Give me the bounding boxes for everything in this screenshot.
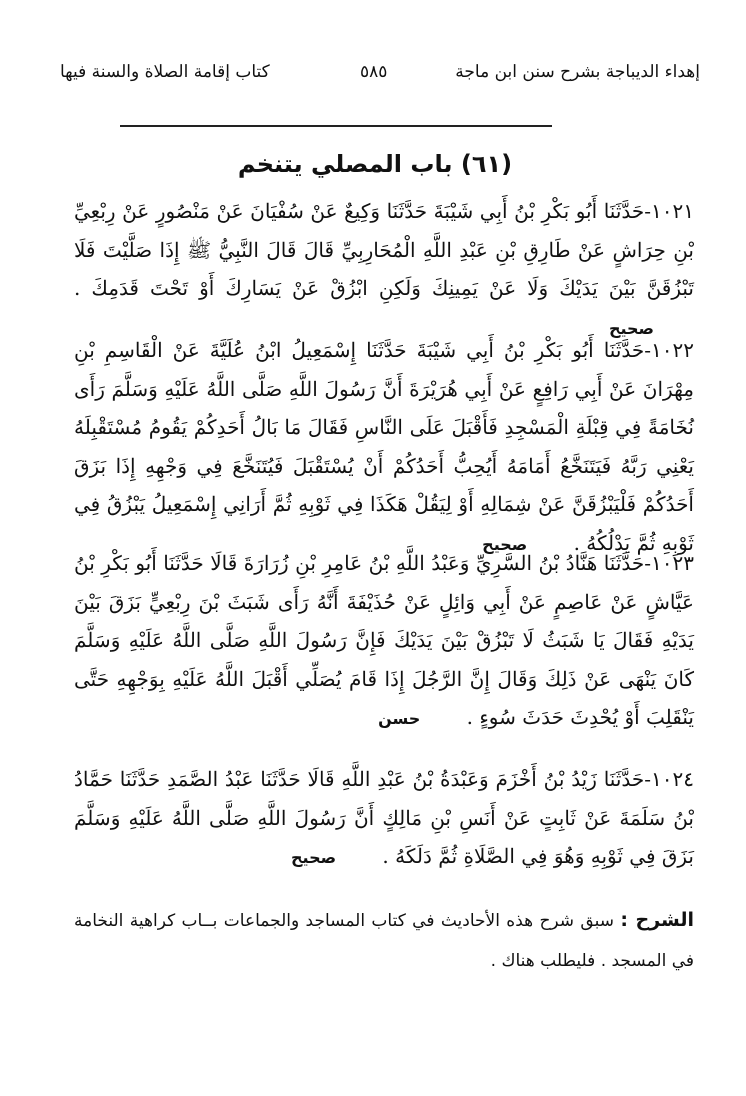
header-divider [120,125,552,127]
commentary [74,900,694,981]
hadith-grade: حسن [378,709,421,728]
book-title: كتاب إقامة الصلاة والسنة فيها [60,62,270,82]
hadith-1024 [74,760,694,878]
chapter-title: (٦١) باب المصلي يتنخم [237,150,513,178]
page-header [60,62,700,90]
commentary-text: سبق شرح هذه الأحاديث في كتاب المساجد والجماعات بــاب كراهية النخامة في المسجد . فليطلب هناك . [74,911,694,971]
running-title: إهداء الديباجة بشرح سنن ابن ماجة [455,62,700,82]
hadith-1022 [74,331,694,564]
commentary-label: الشرح : [620,909,695,931]
hadith-text: ١٠٢٣-حَدَّثَنَا هَنَّادُ بْنُ السَّرِيِّ وَعَبْدُ اللَّهِ بْنُ عَامِرِ بْنِ زُرَارَةَ قَالَا حَدَّثَنَا أَبُو بَكْرِ بْنُ عَيَّاشٍ عَنْ عَاصِمٍ عَنْ أَبِي وَائِلٍ عَنْ حُذَيْفَةَ أَنَّهُ رَأَى شَبَثَ بْنَ رِبْعِيٍّ بَزَقَ بَيْنَ يَدَيْهِ فَقَالَ يَا شَبَثُ لَا تَبْزُقْ بَيْنَ يَدَيْكَ فَإِنَّ رَسُولَ اللَّهِ صَلَّى اللَّهُ عَلَيْهِ وَسَلَّمَ كَانَ يَنْهَى عَنْ ذَلِكَ وَقَالَ إِنَّ الرَّجُلَ إِذَا قَامَ يُصَلِّي أَقْبَلَ اللَّهُ عَلَيْهِ بِوَجْهِهِ حَتَّى يَنْقَلِبَ أَوْ يُحْدِثَ حَدَثَ سُوءٍ . [74,551,694,729]
hadith-text: ١٠٢٤-حَدَّثَنَا زَيْدُ بْنُ أَخْزَمَ وَعَبْدَةُ بْنُ عَبْدِ اللَّهِ قَالَا حَدَّثَنَا عَبْدُ الصَّمَدِ حَدَّثَنَا حَمَّادُ بْنُ سَلَمَةَ عَنْ ثَابِتٍ عَنْ أَنَسِ بْنِ مَالِكٍ أَنَّ رَسُولَ اللَّهِ صَلَّى اللَّهُ عَلَيْهِ وَسَلَّمَ بَزَقَ فِي ثَوْبِهِ وَهُوَ فِي الصَّلَاةِ ثُمَّ دَلَكَهُ . [74,767,694,868]
hadith-1021 [74,192,694,348]
page-number: ٥٨٥ [360,62,388,82]
hadith-1023 [74,544,694,739]
hadith-text: ١٠٢١-حَدَّثَنَا أَبُو بَكْرِ بْنُ أَبِي شَيْبَةَ حَدَّثَنَا وَكِيعٌ عَنْ سُفْيَانَ عَنْ مَنْصُورٍ عَنْ رِبْعِيِّ بْنِ حِرَاشٍ عَنْ طَارِقِ بْنِ عَبْدِ اللَّهِ الْمُحَارِبِيِّ قَالَ قَالَ النَّبِيُّ ﷺ إِذَا صَلَّيْتَ فَلَا تَبْزُقَنَّ بَيْنَ يَدَيْكَ وَلَا عَنْ يَمِينِكَ وَلَكِنِ ابْزُقْ عَنْ يَسَارِكَ أَوْ تَحْتَ قَدَمِكَ . [74,199,694,300]
hadith-grade: صحيح [291,848,337,867]
hadith-grade: صحيح [482,534,528,554]
hadith-text: ١٠٢٢-حَدَّثَنَا أَبُو بَكْرِ بْنُ أَبِي شَيْبَةَ حَدَّثَنَا إِسْمَعِيلُ ابْنُ عُلَيَّةَ عَنْ الْقَاسِمِ بْنِ مِهْرَانَ عَنْ أَبِي رَافِعٍ عَنْ أَبِي هُرَيْرَةَ أَنَّ رَسُولَ اللَّهِ صَلَّى اللَّهُ عَلَيْهِ وَسَلَّمَ رَأَى نُخَامَةً فِي قِبْلَةِ الْمَسْجِدِ فَأَقْبَلَ عَلَى النَّاسِ فَقَالَ مَا بَالُ أَحَدِكُمْ يَقُومُ مُسْتَقْبِلَهُ يَعْنِي رَبَّهُ فَيَتَنَخَّعُ أَمَامَهُ أَيُحِبُّ أَحَدُكُمْ أَنْ يُسْتَقْبَلَ فَيُتَنَخَّعَ فِي وَجْهِهِ إِذَا بَزَقَ أَحَدُكُمْ فَلْيَبْزُقَنَّ عَنْ شِمَالِهِ أَوْ لِيَقُلْ هَكَذَا فِي ثَوْبِهِ ثُمَّ أَرَانِي إِسْمَعِيلُ يَبْزُقُ فِي ثَوْبِهِ ثُمَّ يَدْلُكُهُ . [74,338,694,555]
hadith-grade: صحيح [608,318,654,338]
